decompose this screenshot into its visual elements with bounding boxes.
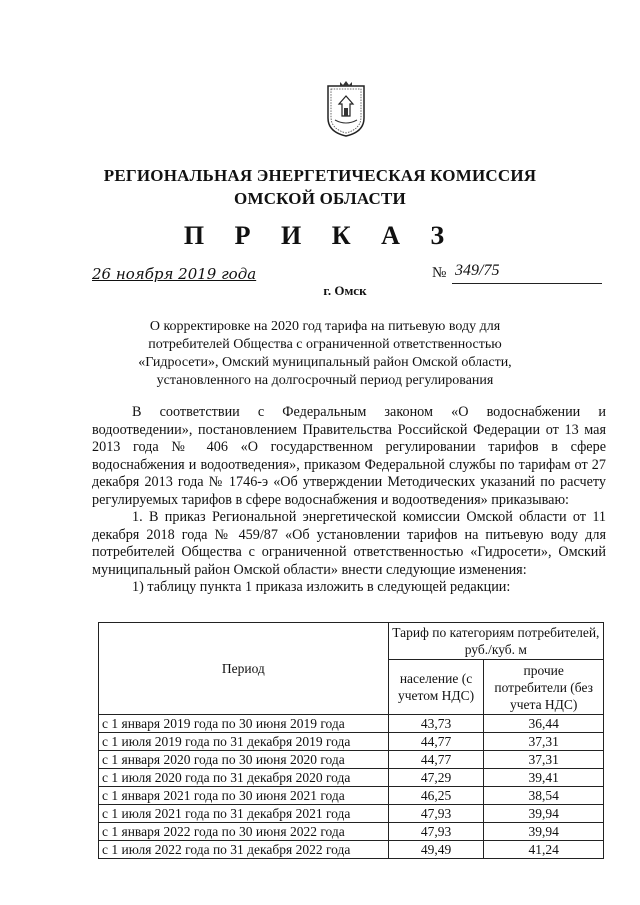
cell-period: с 1 января 2020 года по 30 июня 2020 года: [99, 751, 389, 769]
table-row: [99, 787, 604, 805]
cell-population: 47,93: [388, 823, 484, 841]
table-row: [99, 805, 604, 823]
title-line: установленного на долгосрочный период регулирования: [156, 373, 494, 388]
cell-other: 39,94: [484, 805, 604, 823]
cell-other: 39,94: [484, 823, 604, 841]
org-name-line1: РЕГИОНАЛЬНАЯ ЭНЕРГЕТИЧЕСКАЯ КОМИССИЯ: [103, 166, 537, 185]
document-title: [130, 318, 520, 390]
title-line: потребителей Общества с ограниченной ответственностью: [148, 337, 502, 352]
cell-period: с 1 января 2022 года по 30 июня 2022 года: [99, 823, 389, 841]
cell-population: 47,29: [388, 769, 484, 787]
cell-population: 43,73: [388, 715, 484, 733]
header-period: Период: [99, 623, 389, 715]
header-tariff: Тариф по категориям потребителей, руб./куб. м: [388, 623, 603, 660]
cell-population: 49,49: [388, 841, 484, 859]
document-body: [92, 404, 606, 597]
cell-other: 41,24: [484, 841, 604, 859]
table-row: [99, 769, 604, 787]
document-date: 26 ноября 2019 года: [92, 265, 257, 283]
cell-period: с 1 июля 2019 года по 31 декабря 2019 года: [99, 733, 389, 751]
table-row: [99, 715, 604, 733]
cell-period: с 1 июля 2020 года по 31 декабря 2020 года: [99, 769, 389, 787]
table-row: [99, 751, 604, 769]
cell-other: 37,31: [484, 733, 604, 751]
coat-of-arms-icon: [326, 80, 366, 138]
cell-other: 38,54: [484, 787, 604, 805]
cell-period: с 1 января 2019 года по 30 июня 2019 года: [99, 715, 389, 733]
header-population: население (с учетом НДС): [388, 660, 484, 715]
cell-population: 47,93: [388, 805, 484, 823]
paragraph-subitem-1: 1) таблицу пункта 1 приказа изложить в следующей редакции:: [132, 579, 511, 595]
table-row: [99, 733, 604, 751]
cell-other: 37,31: [484, 751, 604, 769]
table-row: [99, 841, 604, 859]
document-type-heading: П Р И К А З: [183, 221, 457, 250]
cell-population: 44,77: [388, 733, 484, 751]
cell-other: 36,44: [484, 715, 604, 733]
paragraph-preamble: В соответствии с Федеральным законом «О водоснабжении и водоотведении», постановлением Правительства Российской Федерации от 13 мая 2013 года № 406 «О государственном регулировании тарифов в сфере водоснабжения и водоотведения», приказом Федеральной службы по тарифам от 27 декабря 2013 года № 1746-э «Об утверждении Методических указаний по расчету регулируемых тарифов в сфере водоснабжения и водоотведения» приказываю:: [92, 404, 606, 508]
cell-period: с 1 января 2021 года по 30 июня 2021 года: [99, 787, 389, 805]
paragraph-item-1: 1. В приказ Региональной энергетической комиссии Омской области от 11 декабря 2018 года № 459/87 «Об установлении тарифов на питьевую воду для потребителей Общества с ограниченной ответственностью «Гидросети», Омский муниципальный район Омской области» внести следующие изменения:: [92, 509, 606, 578]
table-row: [99, 823, 604, 841]
title-line: «Гидросети», Омский муниципальный район Омской области,: [138, 355, 512, 370]
cell-period: с 1 июля 2022 года по 31 декабря 2022 года: [99, 841, 389, 859]
title-line: О корректировке на 2020 год тарифа на питьевую воду для: [149, 319, 501, 334]
org-name-line2: ОМСКОЙ ОБЛАСТИ: [234, 189, 406, 208]
number-label: №: [432, 265, 447, 281]
city-label: г. Омск: [323, 283, 367, 298]
document-number: 349/75: [455, 262, 500, 279]
cell-population: 46,25: [388, 787, 484, 805]
cell-period: с 1 июля 2021 года по 31 декабря 2021 года: [99, 805, 389, 823]
cell-population: 44,77: [388, 751, 484, 769]
cell-other: 39,41: [484, 769, 604, 787]
header-other: прочие потребители (без учета НДС): [484, 660, 604, 715]
tariff-table: [98, 622, 604, 859]
